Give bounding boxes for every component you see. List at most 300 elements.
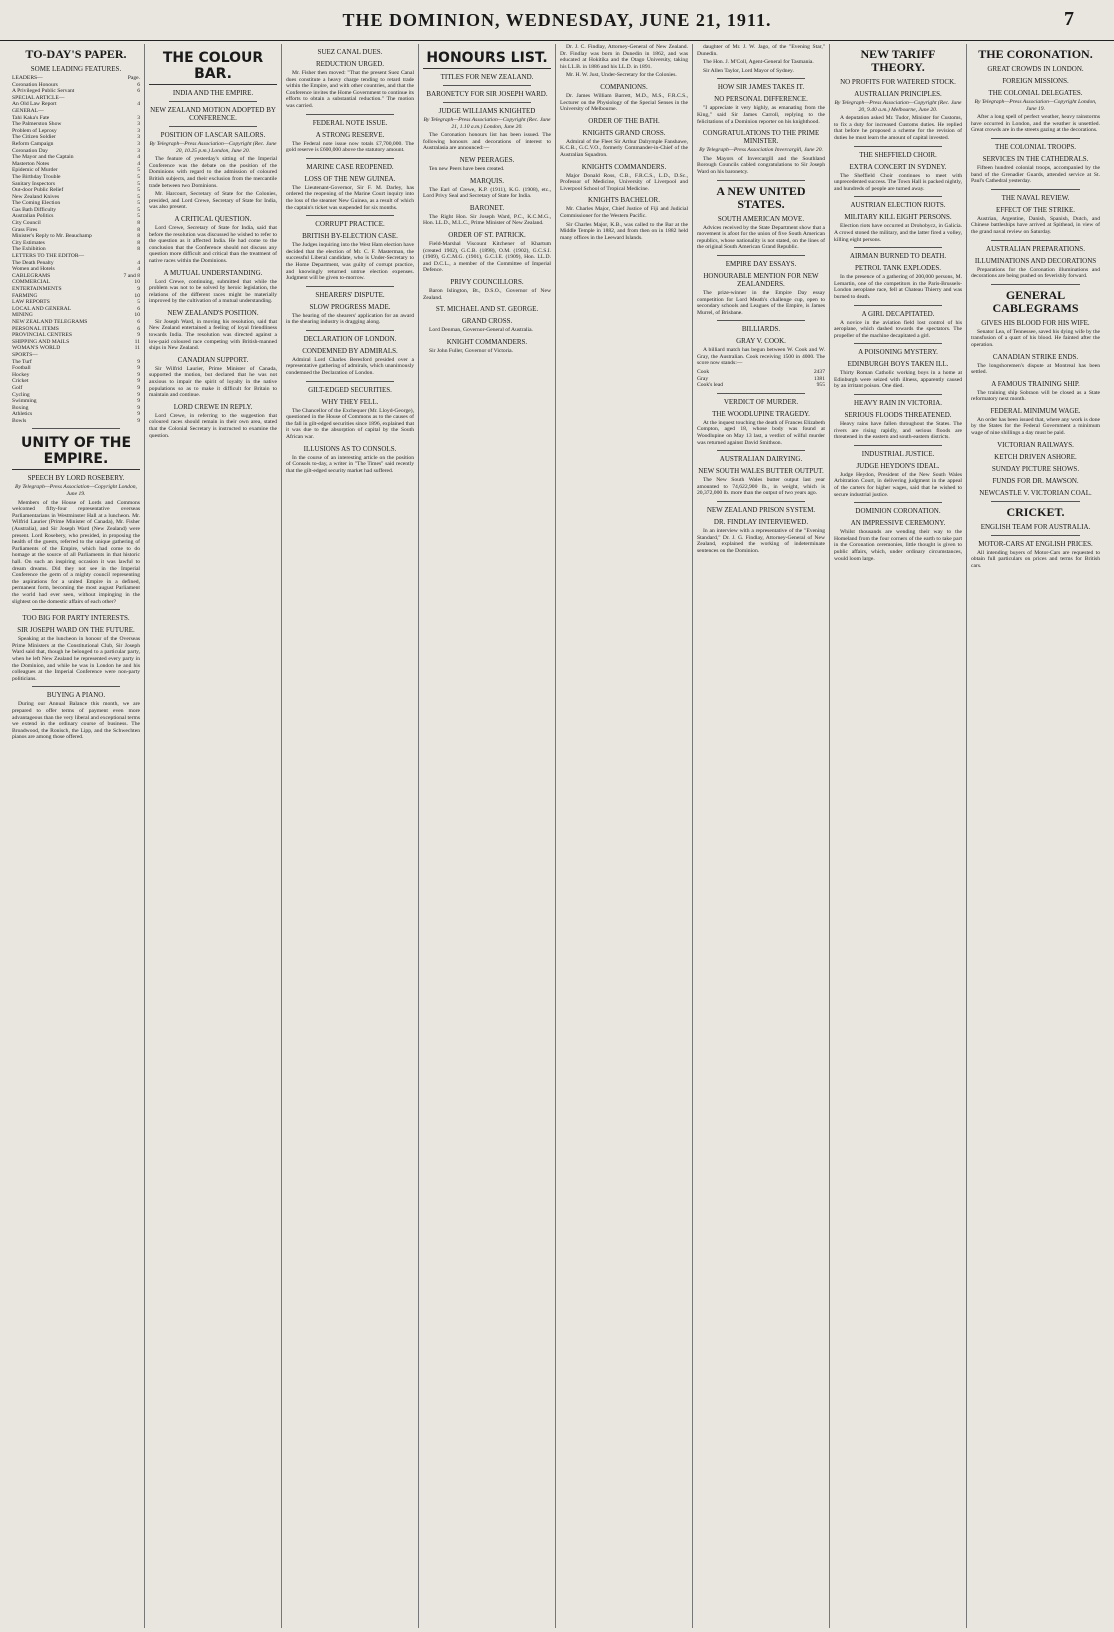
section-heading: KNIGHTS COMMANDERS. (581, 162, 667, 171)
story-heading: MARINE CASE REOPENED. (306, 162, 394, 171)
story-body: Heavy rains have fallen throughout the States. The rivers are rising rapidly, and serious floods are threatened in the eastern and south-eastern districts. (834, 421, 962, 441)
story-subheading: THE WOODLUPINE TRAGEDY. (712, 409, 810, 418)
story-subheading: LOSS OF THE NEW GUINEA. (304, 174, 396, 183)
story-body: A deputation asked Mr. Tudor, Minister for Customs, to fix a duty for increased Customs duties. He replied that before he proposed a scheme for the revision of duties he must learn the amount of capital invested. (834, 115, 962, 141)
list-item (697, 369, 825, 376)
list-item (12, 253, 140, 260)
section-heading: ST. MICHAEL AND ST. GEORGE. (435, 305, 539, 314)
section-heading: COMPANIONS. (600, 82, 648, 91)
list-item-label: MINING (12, 312, 33, 319)
story-subheading: WHY THEY FELL. (321, 397, 379, 406)
story-heading: THE COLONIAL TROOPS. (994, 142, 1077, 151)
story-body: Lord Denman, Governor-General of Australia. (429, 327, 533, 334)
list-item-value: 11 (134, 338, 140, 345)
list-item-value: 5 (137, 200, 140, 207)
source-line: By Telegraph—Press Association—Copyright London, June 19. (15, 484, 137, 498)
list-item-label: Gray (697, 375, 709, 382)
list-item (12, 82, 140, 89)
story-body: The hearing of the shearers' application for an award in the shearing industry is dragging along. (286, 312, 414, 326)
story-body: Members of the House of Lords and Commons welcomed fifty-four representative overseas Parliamentarians in Westminster Hall at a luncheon. Mr. Wilfrid Laurier (Prime Minister of Canada), Mr. Fisher (Australia), and Sir Joseph Ward (New Zealand) were present. Lord Rosebery, who presided, in proposing the health of the guests, referred to the unique gathering of Parliaments of the Empire, which had come to do homage at the source of all Parliaments in that historic hall. On such an inspiring occasion it was lawful to dream dreams. Did they not see in the Imperial Conference the germ of a mighty council representing the aspirations for a united Empire in a defined, permanent form, becoming the most august Parliament the world had ever seen, without impinging in the slightest on the domestic affairs of each other? (12, 499, 140, 605)
list-item (697, 376, 825, 383)
list-item-value: 3 (137, 127, 140, 134)
story-body: Ten new Peers have been created. (429, 165, 505, 172)
story-subheading: ILLUMINATIONS AND DECORATIONS (974, 256, 1097, 265)
advert-body: Whilst thousands are wending their way to the Homeland from the four corners of the earth to take part in the Coronation ceremonies, little thought is given to public affairs, which, under ordinary circumstances, would loom large. (834, 529, 962, 562)
list-item-value: 9 (137, 398, 140, 405)
list-item-label: GENERAL— (12, 107, 44, 114)
list-item (12, 299, 140, 306)
advert-body: During our Annual Balance this month, we are prepared to offer terms of payment even more advantageous than the very liberal and exceptional terms we extend in the ordinary course of business. The Broadwood, the Ronisch, the Lipp, and the Schwechten pianos are among those offered. (12, 701, 140, 741)
section-heading: CANADIAN SUPPORT. (177, 355, 249, 364)
story-subheading: TITLES FOR NEW ZEALAND. (440, 73, 534, 81)
list-item-label: LAW REPORTS (12, 299, 50, 306)
story-body: Sir Allen Taylor, Lord Mayor of Sydney. (703, 67, 794, 74)
story-body: The training ship Sobraon will be closed as a State reformatory next month. (971, 389, 1100, 403)
list-item-value: 8 (137, 226, 140, 233)
list-item (12, 365, 140, 372)
list-item (12, 345, 140, 352)
story-subheading: NO PERSONAL DIFFERENCE. (714, 95, 808, 104)
story-heading: CANADIAN STRIKE ENDS. (992, 352, 1079, 361)
masthead (0, 0, 1114, 41)
list-item-value: 5 (137, 213, 140, 220)
story-body: Admiral Lord Charles Beresford presided over a representative gathering of admirals, which unanimously condemned the Declaration of London. (286, 356, 414, 377)
list-item (12, 174, 140, 181)
list-item-label: Football (12, 365, 31, 372)
list-item-value: 9 (137, 378, 140, 385)
list-item-label: Epidemic of Murder (12, 167, 58, 174)
list-item (12, 246, 140, 253)
list-item-value: 7 and 8 (123, 272, 140, 279)
story-body: The prize-winner in the Empire Day essay competition for Lord Meath's challenge cup, open to secondary schools and Leagues of the Empire, is James Murrel, of Brisbane. (697, 289, 825, 316)
column-2 (145, 44, 282, 1628)
story-heading: CORRUPT PRACTICE. (315, 220, 385, 229)
list-item-label: CABLEGRAMS (12, 272, 51, 279)
todays-paper-heading: TO-DAY'S PAPER. (25, 47, 127, 61)
advert-heading: DOMINION CORONATION. (855, 507, 941, 516)
list-item-label: Athletics (12, 411, 33, 418)
section-heading: KNIGHTS GRAND CROSS. (582, 128, 666, 137)
list-item-value: 3 (137, 134, 140, 141)
list-item-value: 9 (137, 417, 140, 424)
section-heading: A CRITICAL QUESTION. (174, 214, 252, 223)
list-item-value: 6 (137, 305, 140, 312)
story-subheading: BRITISH BY-ELECTION CASE. (302, 232, 398, 241)
list-item (12, 293, 140, 300)
list-item-label: A Privileged Public Servant (12, 88, 75, 95)
list-item (12, 385, 140, 392)
page-number: 7 (1064, 8, 1074, 30)
masthead-title: THE DOMINION, WEDNESDAY, JUNE 21, 1911. (342, 10, 772, 30)
story-body: Sir Joseph Ward, in moving his resolution, said that New Zealand entertained a feeling of loyal friendliness towards India. The resolution was directed against a low-paid coloured race competing with British-manned ships in New Zealand. (149, 318, 277, 352)
story-heading: AUSTRALIAN PREPARATIONS. (986, 244, 1085, 253)
story-body: Sir John Fuller, Governor of Victoria. (429, 347, 514, 354)
list-item (12, 352, 140, 359)
story-body: "I appreciate it very highly, as emanating from the King," said Sir James Carroll, replying to the felicitations of a Dominion reporter on his knighthood. (697, 105, 825, 125)
list-item (12, 148, 140, 155)
list-item (12, 134, 140, 141)
section-heading: NEW PEERAGES. (459, 155, 515, 164)
contents-list (12, 75, 140, 424)
story-body: The Hon. J. M'Coll, Agent-General for Tasmania. (703, 59, 814, 66)
list-item-label: Coronation Honours (12, 81, 58, 88)
list-item-label: Reform Campaign (12, 140, 54, 147)
list-item-label: NEW ZEALAND TELEGRAMS (12, 318, 88, 325)
list-item-label: Australian Politics (12, 213, 54, 220)
story-heading: CRICKET. (1006, 504, 1065, 519)
list-item-value: 3 (137, 114, 140, 121)
list-item-value: 10 (134, 312, 140, 319)
list-item-label: Bowls (12, 417, 27, 424)
list-item-value: 6 (137, 81, 140, 88)
list-item-value: 8 (137, 220, 140, 227)
list-item-value: 4 (137, 154, 140, 161)
list-item-value: 2437 (813, 369, 825, 376)
section-heading: NEW ZEALAND'S POSITION. (167, 308, 259, 317)
list-item-value: 5 (137, 187, 140, 194)
column-8 (967, 44, 1104, 1628)
story-subheading: EXTRA CONCERT IN SYDNEY. (849, 162, 947, 171)
story-subheading: DR. FINDLAY INTERVIEWED. (713, 518, 809, 526)
list-item-value: 955 (816, 382, 825, 389)
story-body: Mr. H. W. Just, Under-Secretary for the Colonies. (566, 72, 677, 79)
list-item-value: 6 (137, 325, 140, 332)
list-item (12, 187, 140, 194)
list-item-value: 6 (137, 318, 140, 325)
list-item (12, 319, 140, 326)
story-body: A billiard match has begun between W. Cook and W. Gray, the Australian. Cook receiving 1500 in 4000. The score now stands:— (697, 347, 825, 367)
list-item (12, 240, 140, 247)
list-item-label: Cook's lead (697, 382, 724, 389)
column-5 (556, 44, 693, 1628)
story-body: The Sheffield Choir continues to meet with unprecedented success. The Town Hall is packed nightly, and hundreds of people are turned away. (834, 172, 962, 192)
list-item (12, 405, 140, 412)
story-heading: CONGRATULATIONS TO THE PRIME MINISTER. (702, 129, 820, 146)
story-body: Mr. Harcourt, Secretary of State for the Colonies, presided, and Lord Crewe, Secretary of State for India, was also present. (149, 191, 277, 211)
list-item-label: SHIPPING AND MAILS (12, 338, 70, 345)
list-item (12, 266, 140, 273)
list-item (12, 115, 140, 122)
list-item-value: 5 (137, 193, 140, 200)
story-subheading: NEW ZEALAND MOTION ADOPTED BY CONFERENCE. (150, 106, 276, 122)
list-item-label: The Mayor and the Captain (12, 154, 74, 161)
story-heading: AUSTRALIAN DAIRYING. (719, 455, 803, 464)
list-item-value: 9 (137, 384, 140, 391)
section-heading: PRIVY COUNCILLORS. (450, 277, 524, 286)
story-subheading: POSITION OF LASCAR SAILORS. (160, 131, 266, 139)
section-heading: KNIGHTS BACHELOR. (588, 196, 660, 205)
list-item-label: Cook (697, 369, 710, 376)
story-body: The longshoremen's dispute at Montreal has been settled. (971, 362, 1100, 376)
source-line: By Telegraph—Press Association—Copyright London, June 19. (974, 99, 1097, 112)
story-body: Senator Lea, of Tennessee, saved his dying wife by the transfusion of a quart of his blood. He fainted after the operation. (971, 328, 1100, 348)
story-body: The Coronation honours list has been issued. The following honours and decorations of interest to Australasia are announced:— (423, 132, 551, 152)
story-heading: THE COLOUR BAR. (149, 50, 277, 85)
list-item (12, 108, 140, 115)
story-heading: TOO BIG FOR PARTY INTERESTS. (22, 614, 130, 623)
story-body: In the course of an interesting article on the position of Consols to-day, a writer in "The Times" said recently that the gilt-edged security market had suffered. (286, 454, 414, 474)
billiards-scores (697, 369, 825, 389)
list-item-label: The Palmerston Show (12, 121, 62, 128)
list-item-label: SPORTS— (12, 351, 38, 358)
source-line: By Telegraph—Press Association—Copyright (Rec. June 20, 10.25 p.m.) London, June 20. (149, 141, 277, 154)
list-item (12, 154, 140, 161)
story-heading: NEW TARIFF THEORY. (860, 47, 936, 74)
list-item-label: WOMAN'S WORLD (12, 345, 61, 352)
list-item-label: Minister's Reply to Mr. Beauchamp (12, 233, 92, 240)
list-item (12, 306, 140, 313)
column-1 (8, 44, 145, 1628)
list-item-label: FARMING (12, 292, 38, 299)
story-body: daughter of Mr. J. W. Jago, of the "Evening Star," Dunedin. (697, 44, 825, 57)
story-body: Dr. James William Barrett, M.D., M.S., F.R.C.S., Lecturer on the Physiology of the Special Senses in the University of Melbourne. (560, 92, 688, 113)
list-item-label: Boxing (12, 404, 29, 411)
story-subheading: BARONETCY FOR SIR JOSEPH WARD. (426, 90, 548, 98)
list-item (12, 207, 140, 214)
list-item-label: The Birthday Trouble (12, 173, 61, 180)
story-heading: THE CORONATION. (978, 47, 1093, 61)
story-heading: VICTORIAN RAILWAYS. (997, 440, 1074, 449)
list-item-label: PERSONAL ITEMS (12, 325, 59, 332)
story-heading: THE SHEFFIELD CHOIR. (859, 150, 937, 159)
list-item (12, 359, 140, 366)
story-subheading: SIR JOSEPH WARD ON THE FUTURE. (17, 626, 135, 635)
story-subheading: NEW SOUTH WALES BUTTER OUTPUT. (698, 467, 824, 476)
story-heading: A GIRL DECAPITATED. (861, 309, 935, 318)
list-item (12, 213, 140, 220)
story-subheading: SERVICES IN THE CATHEDRALS. (982, 154, 1089, 163)
list-item (12, 194, 140, 201)
story-heading: AUSTRIAN ELECTION RIOTS. (850, 201, 946, 210)
list-item (12, 141, 140, 148)
story-subheading: ENGLISH TEAM FOR AUSTRALIA. (980, 522, 1091, 531)
story-subheading: MILITARY KILL EIGHT PERSONS. (844, 213, 952, 222)
story-body: Election riots have occurred at Drohobycz, in Galicia. A crowd stoned the military, and the latter fired a volley, killing eight persons. (834, 223, 962, 243)
story-body: Lord Crewe, Secretary of State for India, said that before the resolution was discussed he wished to refer to the question as it affected India. He had come to the conclusion that the Conference should not discuss any question more difficult and critical than the treatment of native races within the Dominions. (149, 224, 277, 264)
story-heading: INDUSTRIAL JUSTICE. (861, 449, 935, 458)
list-item-value: 9 (137, 358, 140, 365)
list-item-label: LETTERS TO THE EDITOR— (12, 253, 85, 260)
story-body: Speaking at the luncheon in honour of the Overseas Prime Ministers at the Constitutional Club, Sir Joseph Ward said that, though he belonged to a particular party, when he left New Zealand he represented every party in the Dominion, and while he was in London he and his colleagues at the Imperial Conference were non-party politicians. (12, 636, 140, 682)
story-heading: A FAMOUS TRAINING SHIP. (991, 379, 1080, 388)
source-line: By Telegraph—Press Association—Copyright (Rec. June 20, 9.40 a.m.) Melbourne, June 20. (834, 100, 962, 113)
list-item (12, 75, 140, 82)
story-heading: HONOURS LIST. (423, 50, 551, 69)
story-subheading: PETROL TANK EXPLODES. (855, 264, 941, 273)
list-item (12, 392, 140, 399)
list-item (12, 378, 140, 385)
list-item-value: 9 (137, 371, 140, 378)
list-item-value: 5 (137, 299, 140, 306)
list-item (12, 279, 140, 286)
story-body: Judge Heydon, President of the New South Wales Arbitration Court, in delivering judgment in the appeal of the carters for higher wages, said that he wished to secure industrial justice. (834, 471, 962, 498)
list-item-label: Hockey (12, 371, 30, 378)
list-item-label: Gas Bath Difficulty (12, 206, 57, 213)
section-heading: LORD CREWE IN REPLY. (173, 402, 253, 411)
list-item-label: The Death Penalty (12, 259, 54, 266)
list-item-value: 5 (137, 167, 140, 174)
story-heading: SUEZ CANAL DUES. (317, 48, 383, 56)
list-item (12, 332, 140, 339)
story-body: Dr. J. C. Findlay, Attorney-General of New Zealand. Dr. Findlay was born in Dunedin in 1862, and was educated at Hokitika and the Otago University, taking his LL.B. in 1886 and his LL.D. in 1891. (560, 44, 688, 70)
list-item-value: 5 (137, 180, 140, 187)
story-subheading: SPEECH BY LORD ROSEBERY. (27, 474, 125, 483)
story-body: In the presence of a gathering of 200,000 persons, M. Lemartin, one of the competitors in the Paris-Brussels-London aeroplane race, fell at Chateau Thierry and was burned to death. (834, 274, 962, 300)
story-heading: HOW SIR JAMES TAKES IT. (717, 83, 805, 92)
list-item (12, 312, 140, 319)
story-body: Admiral of the Fleet Sir Arthur Dalrymple Fanshawe, K.C.B., G.C.V.O., formerly Commander-in-Chief of the Australian Squadron. (560, 138, 688, 158)
story-heading: THE NAVAL REVIEW. (1001, 193, 1070, 202)
story-subheading: EDINBURGH BOYS TAKEN ILL. (847, 360, 949, 369)
list-item-label: Women and Hotels (12, 266, 55, 273)
story-body: At the inquest touching the death of Frances Elizabeth Compton, aged 18, whose body was found at Woodlupine on May 13 last, a verdict of wilful murder was returned against David Smithson. (697, 419, 825, 446)
list-item-label: Golf (12, 384, 23, 391)
story-heading: BILLIARDS. (741, 325, 781, 334)
list-item-value: 9 (137, 332, 140, 339)
list-item-value: 9 (137, 411, 140, 418)
section-heading: MARQUIS. (469, 176, 505, 185)
list-item-label: Sanitary Inspectors (12, 180, 56, 187)
list-item-label: The Citizen Soldier (12, 134, 56, 141)
story-heading: DECLARATION OF LONDON. (303, 334, 397, 343)
story-body: Austrian, Argentine, Danish, Spanish, Dutch, and Chinese battleships have arrived at Spithead, in view of the grand naval review on Saturday. (971, 215, 1100, 235)
list-item (12, 128, 140, 135)
list-item-value: 9 (137, 365, 140, 372)
list-item-value: 8 (137, 239, 140, 246)
story-subheading: FOREIGN MISSIONS. (1002, 77, 1069, 85)
list-item-value: 4 (137, 101, 140, 108)
advert-body: All intending buyers of Motor-Cars are requested to obtain full particulars on prices and terms for British cars. (971, 549, 1100, 569)
list-item-value: 11 (134, 345, 140, 352)
story-heading: EMPIRE DAY ESSAYS. (725, 259, 797, 268)
list-item (12, 167, 140, 174)
story-body: The feature of yesterday's sitting of the Imperial Conference was the debate on the position of the Dominions with regard to the admission of coloured British subjects, and their exclusion from the mercantile trade between two Dominions. (149, 156, 277, 189)
section-heading: ORDER OF THE BATH. (588, 116, 660, 125)
story-heading: GILT-EDGED SECURITIES. (308, 385, 392, 394)
story-heading: KETCH DRIVEN ASHORE. (994, 452, 1077, 461)
list-item-label: Grass Fires (12, 226, 38, 233)
story-body: Sir Wilfrid Laurier, Prime Minister of Canada, supported the motion, but declared that he was not anxious to impair the spirit of loyalty in the native populations so as to make it difficult for Britain to maintain and continue. (149, 365, 277, 399)
list-item-label: COMMERCIAL (12, 279, 50, 286)
story-body: Field-Marshal Viscount Kitchener of Khartum (created 1902), G.C.B. (1898), O.M. (1902), G.C.S.I. (1909), G.C.M.G. (1901), G.C.I.E. (1909), Hon. LL.D. and D.C.L., a member of the Committee of Imperial Defence. (423, 240, 551, 274)
story-body: The Judges inquiring into the West Ham election have decided that the election of Mr. C. F. Masterman, the successful Liberal candidate, who is Under-Secretary to the Home Department, was guilty of corrupt practice, and knowingly returned untrue election expenses. Judgment will be given to-morrow. (286, 242, 414, 282)
list-item (12, 326, 140, 333)
story-subheading: SLOW PROGRESS MADE. (309, 302, 391, 311)
column-3 (282, 44, 419, 1628)
story-heading: NEWCASTLE V. VICTORIAN COAL. (979, 488, 1092, 497)
story-subheading: SERIOUS FLOODS THREATENED. (844, 411, 952, 420)
list-item-label: Masterton Notes (12, 160, 50, 167)
list-item-value: 9 (137, 404, 140, 411)
list-item (12, 88, 140, 95)
list-item (12, 260, 140, 267)
story-body: Fifteen hundred colonial troops, accompanied by the band of the Grenadier Guards, attended service at St. Paul's Cathedral yesterday. (971, 164, 1100, 185)
list-item-label: ENTERTAINMENTS (12, 286, 62, 292)
story-body: The Mayors of Invercargill and the Southland Borough Councils cabled congratulations to Sir Joseph Ward on his baronetcy. (697, 155, 825, 175)
story-heading: AIRMAN BURNED TO DEATH. (849, 252, 947, 261)
list-item (12, 411, 140, 418)
story-subheading: A STRONG RESERVE. (315, 130, 385, 139)
list-item-value: 4 (137, 266, 140, 273)
list-item-label: Tahi Kaka's Fate (12, 114, 50, 121)
list-item-label: Swimming (12, 398, 37, 405)
list-item-label: Out-door Public Relief (12, 187, 64, 194)
story-subheading: AUSTRALIAN PRINCIPLES. (854, 90, 942, 98)
list-item-value: 6 (137, 88, 140, 95)
story-body: Mr. Charles Major, Chief Justice of Fiji and Judicial Commissioner for the Western Pacific. (560, 206, 688, 219)
story-subheading: GIVES HIS BLOOD FOR HIS WIFE. (981, 318, 1090, 327)
story-subheading: JUDGE WILLIAMS KNIGHTED (438, 107, 536, 115)
story-body: The Lieutenant-Governor, Sir F. M. Darley, has ordered the reopening of the Marine Court inquiry into the loss of the steamer New Guinea, as a result of which the captain's ticket was suspended for six months. (286, 184, 414, 211)
list-item-value: 8 (137, 233, 140, 240)
story-body: Lord Crewe, in referring to the suggestion that coloured races should remain in their own area, stated that the Colonial Secretary is instructed to examine the question. (149, 412, 277, 439)
list-item-label: The Coming Election (12, 200, 61, 207)
story-body: The Right Hon. Sir Joseph Ward, P.C., K.C.M.G., Hon. LL.D., M.L.C., Prime Minister of New Zealand. (423, 213, 551, 227)
column-4 (419, 44, 556, 1628)
story-heading: A NEW UNITED STATES. (716, 183, 806, 211)
list-item-label: SPECIAL ARTICLE— (12, 94, 65, 101)
story-subheading: REDUCTION URGED. (315, 60, 385, 68)
story-subheading: CONDEMNED BY ADMIRALS. (302, 346, 398, 355)
list-item (12, 220, 140, 227)
story-body: Baron Islington, Bt., D.S.O., Governor of New Zealand. (423, 287, 551, 301)
list-item-value: 4 (137, 160, 140, 167)
story-heading: GENERAL CABLEGRAMS (992, 287, 1079, 315)
source-line: By Telegraph—Press Association Invercargill, June 20. (699, 147, 823, 154)
columns (8, 44, 1106, 1628)
list-item (12, 339, 140, 346)
story-subheading: GREAT CROWDS IN LONDON. (987, 65, 1084, 73)
column-6 (693, 44, 830, 1628)
story-body: Sir Charles Major, K.B., was called to the Bar at the Middle Temple in 1882, and from then on in 1882 held many offices in the Leeward Islands. (560, 221, 688, 241)
list-item (697, 382, 825, 389)
list-item-label: LOCAL AND GENERAL (12, 305, 72, 312)
story-subheading: SOUTH AMERICAN MOVE. (717, 214, 805, 223)
list-item-label: The Turf (12, 358, 32, 365)
list-item-value: 3 (137, 140, 140, 147)
story-heading: HEAVY RAIN IN VICTORIA. (853, 399, 943, 408)
section-heading: KNIGHT COMMANDERS. (446, 337, 528, 346)
section-heading: ORDER OF ST. PATRICK. (448, 230, 526, 239)
list-item-value: 10 (134, 279, 140, 286)
story-heading: VERDICT OF MURDER. (723, 397, 799, 406)
list-item-value: 9 (137, 391, 140, 398)
list-item-value: 3 (137, 121, 140, 128)
list-item-value: 5 (137, 206, 140, 213)
list-item (12, 286, 140, 293)
story-body: Lord Crewe, continuing, submitted that while the problem was not to be solved by heroic legislation, the relations of the different races might be materially improved by the cultivation of a mutual understanding. (149, 278, 277, 305)
list-item (12, 233, 140, 240)
source-line: By Telegraph—Press Association—Copyright (Rec. June 21, 1.10 a.m.) London, June 20. (423, 117, 551, 130)
list-item-value: 1381 (813, 375, 825, 382)
section-heading: GRAND CROSS. (461, 317, 513, 326)
story-body: Mr. Fisher then moved: "That the present Suez Canal dues constitute a heavy charge tending to retard trade within the Empire, and with other countries, and that the Conference invites the Home Government to continue its efforts to obtain a substantial reduction." The motion was carried. (286, 70, 414, 109)
list-item (12, 95, 140, 102)
section-heading: ILLUSIONS AS TO CONSOLS. (303, 444, 397, 453)
story-heading: NEW ZEALAND PRISON SYSTEM. (706, 506, 816, 514)
story-heading: SHEARERS' DISPUTE. (315, 290, 385, 299)
story-body: The New South Wales butter output last year amounted to 74,622,900 lb., in weight, which is 20,372,000 lb. more than the output of two years ago. (697, 477, 825, 497)
list-item-label: An Old Law Report (12, 101, 57, 108)
list-item-value: 3 (137, 147, 140, 154)
list-item (12, 200, 140, 207)
list-item-value: Page. (127, 75, 140, 81)
list-item (12, 273, 140, 280)
story-body: The Earl of Crewe, K.P. (1911), K.G. (1908), etc., Lord Privy Seal and Secretary of State for India. (423, 186, 551, 200)
story-body: A novice in the aviation field lost control of his aeroplane, which dashed towards the spectators. The propeller of the machine decapitated a girl. (834, 319, 962, 339)
list-item-value: 4 (137, 259, 140, 266)
list-item-value: 5 (137, 173, 140, 180)
